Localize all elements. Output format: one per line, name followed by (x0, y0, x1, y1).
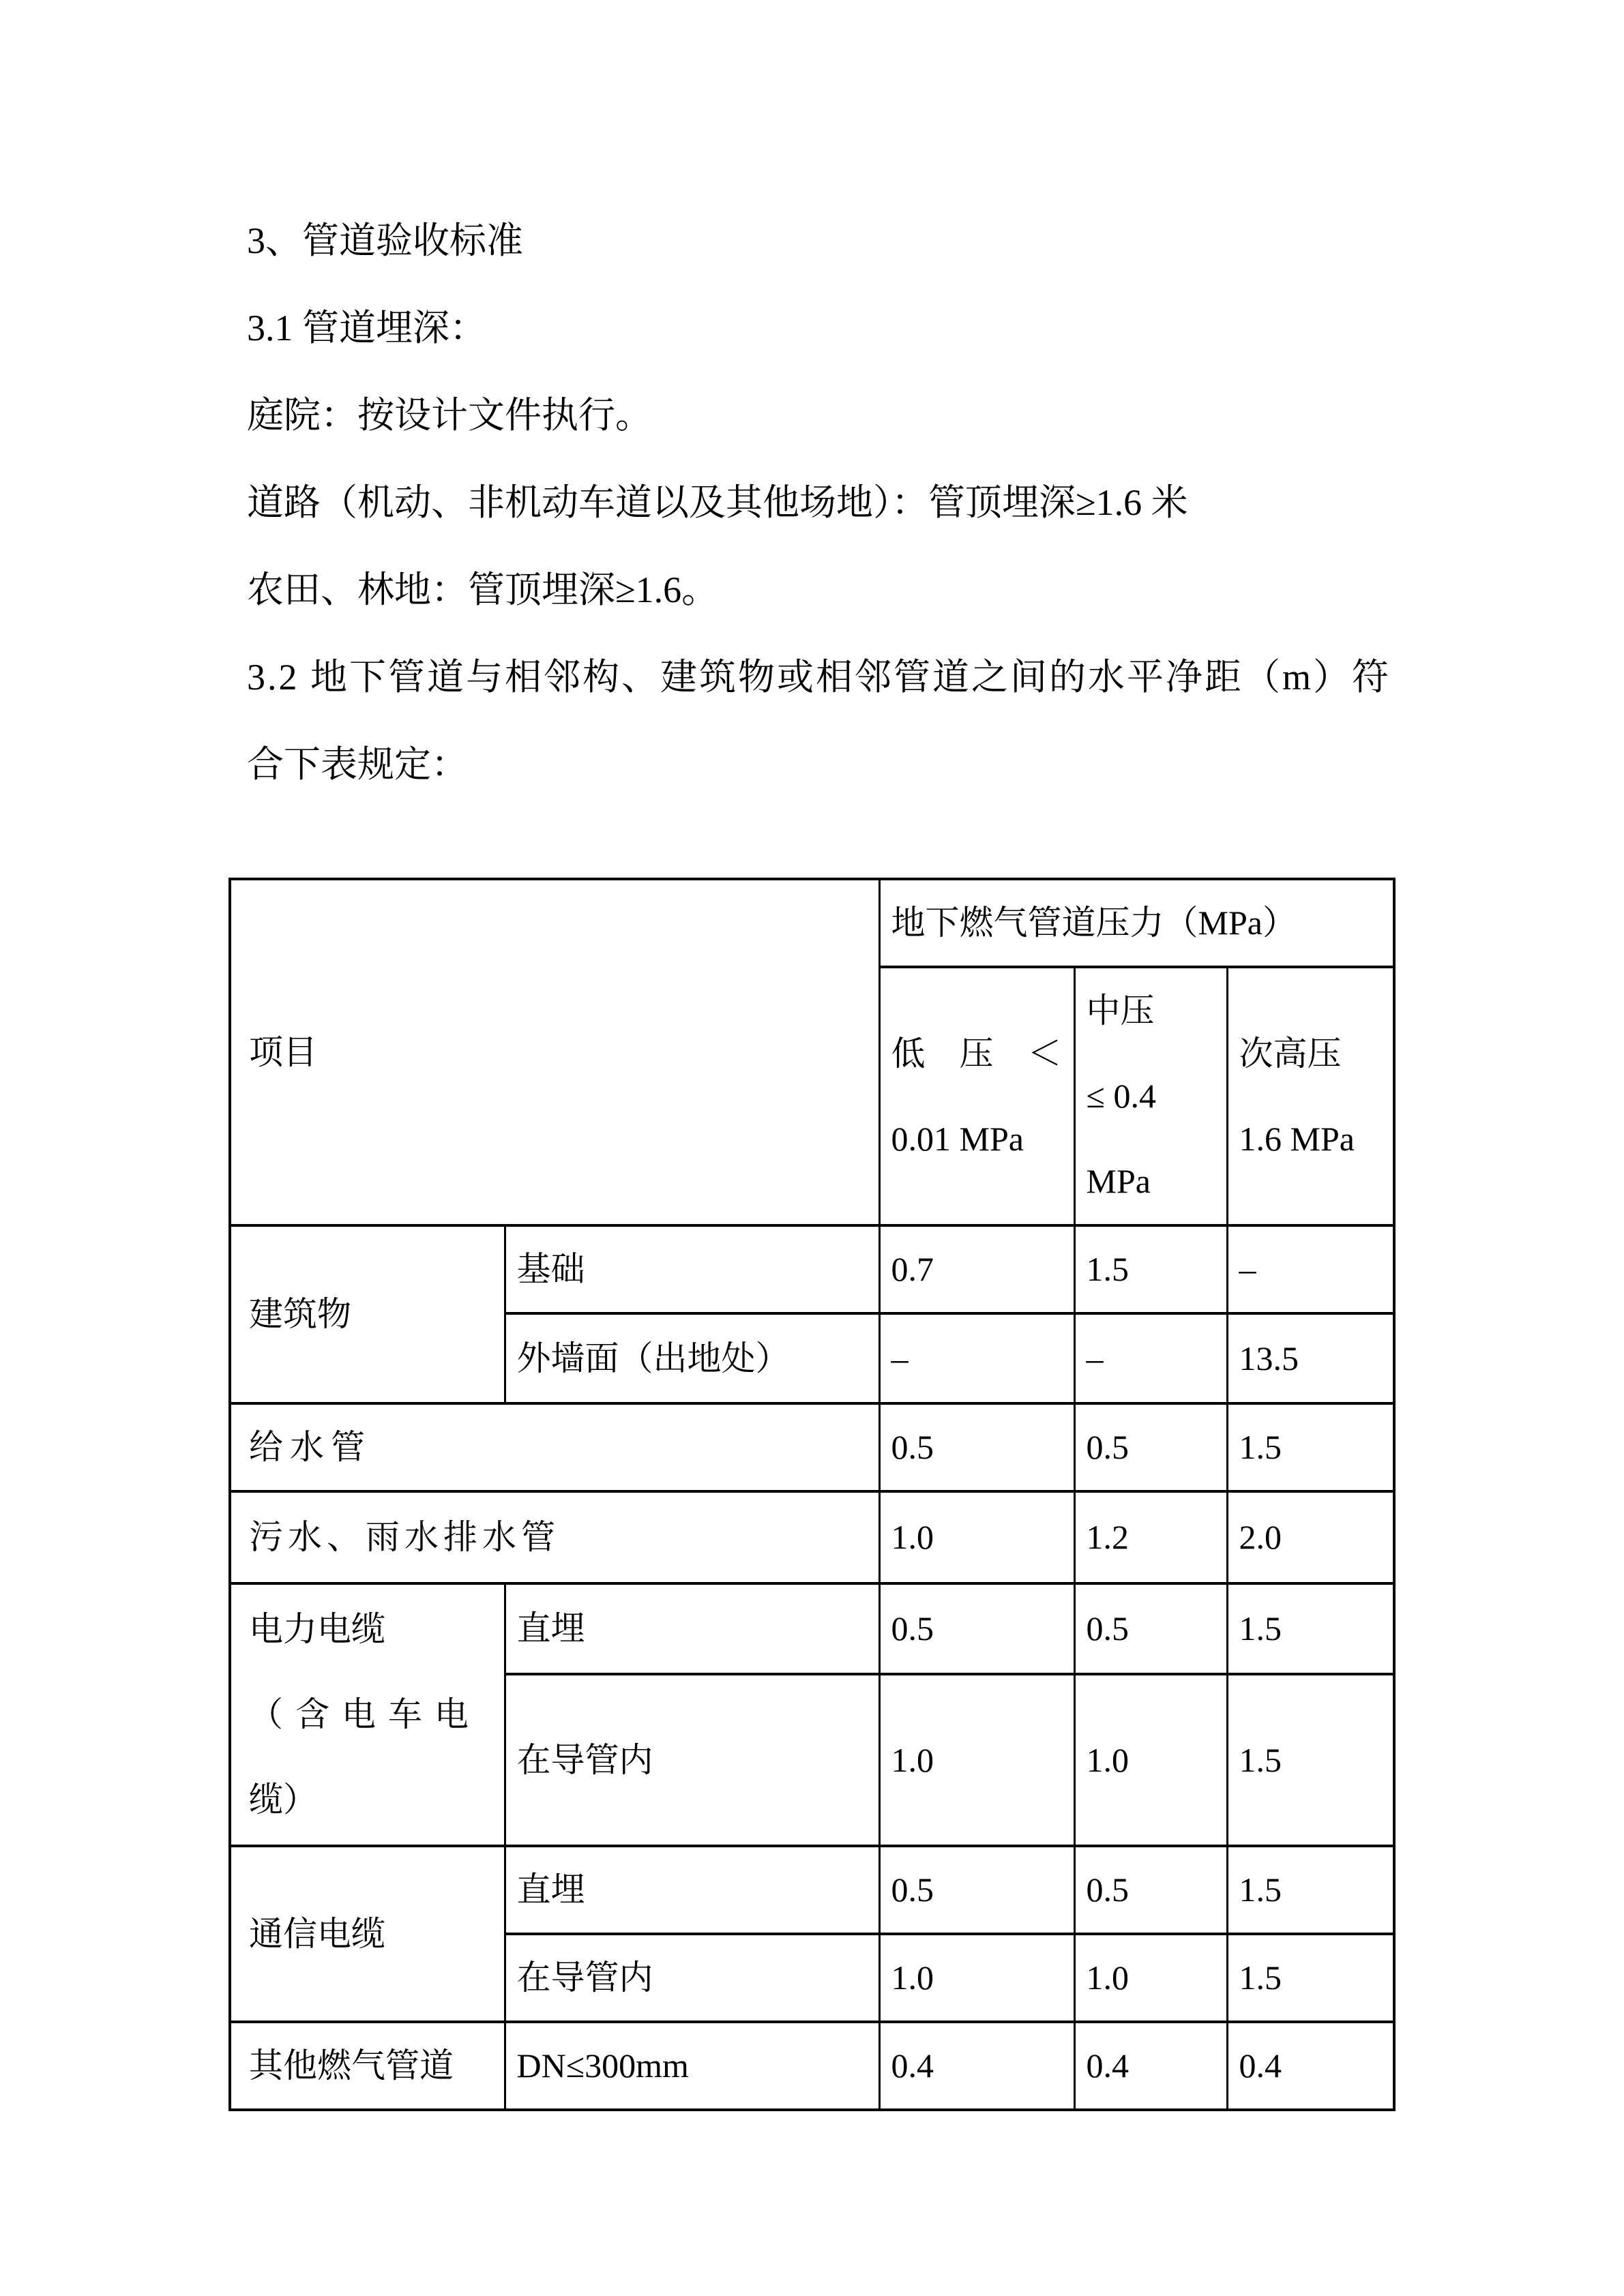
row-item-line: （含电车电 (249, 1695, 481, 1733)
table-row (230, 1225, 1394, 1313)
value-cell-medium: 1.2 (1074, 1491, 1227, 1583)
paragraph-line: 庭院：按设计文件执行。 (247, 395, 652, 436)
paragraph-line: 农田、林地：管顶埋深≥1.6。 (247, 569, 719, 610)
value-cell-medium: 1.0 (1074, 1934, 1227, 2022)
paragraph-line: 道路（机动、非机动车道以及其他场地）：管顶埋深≥1.6 米 (247, 482, 1188, 523)
value-cell-medium: 1.0 (1074, 1674, 1227, 1846)
value-cell-low: 1.0 (879, 1674, 1074, 1846)
clearance-table (228, 878, 1396, 2111)
section-heading: 3、管道验收标准 (247, 220, 523, 261)
row-item-cell: 给水管 (230, 1403, 879, 1491)
row-sub-item-cell: 基础 (505, 1225, 879, 1313)
column-header-line: ≤ 0.4 (1086, 1077, 1156, 1115)
value-cell-low: 0.5 (879, 1583, 1074, 1674)
value-cell-low: 0.4 (879, 2022, 1074, 2110)
value-cell-subhigh: 2.0 (1227, 1491, 1394, 1583)
column-header-line: 0.01 MPa (891, 1119, 1024, 1158)
value-cell-medium: 0.5 (1074, 1846, 1227, 1934)
value-cell-medium: 0.4 (1074, 2022, 1227, 2110)
value-cell-subhigh: 1.5 (1227, 1583, 1394, 1674)
value-cell-low: – (879, 1313, 1074, 1403)
table-row (230, 1846, 1394, 1934)
column-header-line: 中压 (1086, 992, 1155, 1030)
column-header-line: 1.6 MPa (1239, 1119, 1355, 1158)
row-sub-item-cell: 在导管内 (505, 1674, 879, 1846)
row-sub-item-cell: 直埋 (505, 1846, 879, 1934)
value-cell-low: 0.5 (879, 1846, 1074, 1934)
value-cell-medium: – (1074, 1313, 1227, 1403)
value-cell-low: 1.0 (879, 1491, 1074, 1583)
value-cell-low: 0.7 (879, 1225, 1074, 1313)
low-pressure-column-header (879, 967, 1074, 1225)
sub-high-pressure-column-header (1227, 967, 1394, 1225)
column-header-line: 次高压 (1239, 1034, 1342, 1073)
row-item-line: 缆） (249, 1780, 317, 1819)
table-row (230, 1583, 1394, 1674)
value-cell-subhigh: 1.5 (1227, 1934, 1394, 2022)
pressure-header-cell: 地下燃气管道压力（MPa） (879, 879, 1394, 967)
paragraph-line: 3.2 地下管道与相邻构、建筑物或相邻管道之间的水平净距（m）符 (247, 657, 1391, 698)
paragraph-line: 3.1 管道埋深： (247, 308, 486, 348)
table-row (230, 2022, 1394, 2110)
row-item-cell: 污水、雨水排水管 (230, 1491, 879, 1583)
item-header-cell: 项目 (230, 879, 879, 1225)
value-cell-low: 0.5 (879, 1403, 1074, 1491)
table-row (230, 1491, 1394, 1583)
row-item-line: 电力电缆 (249, 1610, 385, 1648)
row-item-cell: 通信电缆 (230, 1846, 505, 2022)
row-sub-item-cell: DN≤300mm (505, 2022, 879, 2110)
value-cell-subhigh: 0.4 (1227, 2022, 1394, 2110)
table-row (230, 1403, 1394, 1491)
value-cell-medium: 0.5 (1074, 1403, 1227, 1491)
value-cell-subhigh: 13.5 (1227, 1313, 1394, 1403)
table-row (230, 879, 1394, 967)
value-cell-medium: 1.5 (1074, 1225, 1227, 1313)
row-sub-item-cell: 直埋 (505, 1583, 879, 1674)
value-cell-low: 1.0 (879, 1934, 1074, 2022)
value-cell-subhigh: 1.5 (1227, 1846, 1394, 1934)
row-sub-item-cell: 外墙面（出地处） (505, 1313, 879, 1403)
value-cell-medium: 0.5 (1074, 1583, 1227, 1674)
value-cell-subhigh: 1.5 (1227, 1403, 1394, 1491)
value-cell-subhigh: 1.5 (1227, 1674, 1394, 1846)
row-item-cell (230, 1583, 505, 1846)
column-header-line: 低 压 ＜ (891, 1034, 1062, 1073)
body-text (247, 197, 1391, 808)
column-header-line: MPa (1086, 1162, 1151, 1200)
medium-pressure-column-header (1074, 967, 1227, 1225)
paragraph-line: 合下表规定： (247, 744, 468, 785)
row-item-cell: 其他燃气管道 (230, 2022, 505, 2110)
row-sub-item-cell: 在导管内 (505, 1934, 879, 2022)
row-item-cell: 建筑物 (230, 1225, 505, 1403)
value-cell-subhigh: – (1227, 1225, 1394, 1313)
